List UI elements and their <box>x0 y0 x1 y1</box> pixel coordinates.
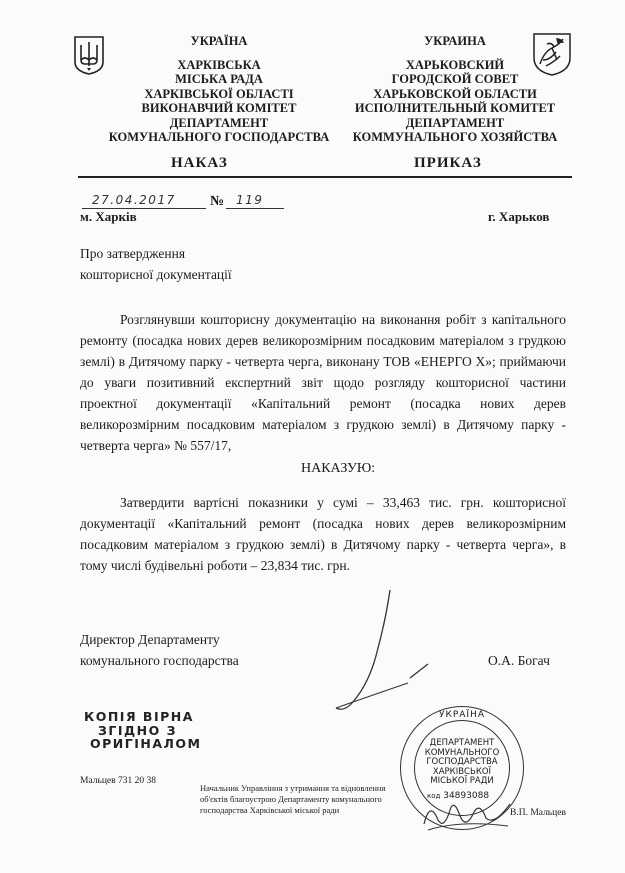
signer-position-line: Директор Департаменту <box>80 632 220 647</box>
subject-line: Про затвердження <box>80 246 186 261</box>
left-header-line: ХАРКІВСЬКОЇ ОБЛАСТІ <box>144 86 294 101</box>
round-stamp-top: УКРАЇНА <box>438 710 486 720</box>
round-stamp-code-value: 34893088 <box>443 791 490 801</box>
order-paragraph: Затвердити вартісні показники у сумі – 33,463 тис. грн. кошторисної документації «Капітальний ремонт (посадка нових дерев великорозмірним посадковим матеріалом з грудкою землі) в Дитячому парку - четверта черга», в тому числі будівельні роботи – 23,834 тис. грн. <box>80 495 566 573</box>
doc-type-ru: ПРИКАЗ <box>414 155 482 171</box>
signer-name: О.А. Богач <box>488 653 550 668</box>
round-stamp-line: ХАРКІВСЬКОЇ <box>432 766 492 777</box>
city-ua: м. Харків <box>80 209 137 224</box>
right-header-line: ИСПОЛНИТЕЛЬНЫЙ КОМИТЕТ <box>354 101 556 115</box>
city-ru: г. Харьков <box>488 209 550 224</box>
right-header-line: ДЕПАРТАМЕНТ <box>405 115 505 130</box>
right-header <box>352 34 558 145</box>
subject-line: кошторисної документації <box>80 267 232 282</box>
number-underline <box>226 208 284 209</box>
left-country: УКРАЇНА <box>190 34 248 48</box>
order-number: 119 <box>236 193 264 207</box>
round-stamp-center <box>401 739 523 787</box>
copy-stamp-line: КОПІЯ ВІРНА <box>84 709 194 724</box>
subject <box>80 243 232 285</box>
left-header-line: МІСЬКА РАДА <box>175 72 263 86</box>
right-country: УКРАИНА <box>424 34 486 48</box>
right-header-line: КОММУНАЛЬНОГО ХОЗЯЙСТВА <box>352 130 558 144</box>
order-date: 27.04.2017 <box>92 193 176 207</box>
copy-stamp-line: ОРИГІНАЛОМ <box>90 736 202 751</box>
left-header-line: ДЕПАРТАМЕНТ <box>169 115 269 130</box>
round-stamp-line: КОМУНАЛЬНОГО <box>424 747 500 758</box>
header-rule <box>78 176 572 178</box>
certifier-signature-graphic <box>420 790 516 836</box>
right-header-line: ХАРЬКОВСКОЙ ОБЛАСТИ <box>373 86 537 101</box>
certifier-name: В.П. Мальцев <box>510 808 566 818</box>
signer-position-line: комунального господарства <box>80 653 239 668</box>
left-header-line: КОМУНАЛЬНОГО ГОСПОДАРСТВА <box>108 130 330 144</box>
signer-position <box>80 629 239 671</box>
executor-phone: Мальцев 731 20 38 <box>80 776 156 786</box>
order-word: НАКАЗУЮ: <box>301 461 376 476</box>
doc-type-ua: НАКАЗ <box>171 155 228 171</box>
round-stamp-code-label: код <box>427 792 441 800</box>
copy-true-stamp <box>84 710 201 751</box>
certifier-position <box>200 783 385 816</box>
right-header-line: ХАРЬКОВСКИЙ <box>405 57 505 72</box>
number-sign: № <box>210 194 225 209</box>
round-stamp-line: ДЕПАРТАМЕНТ <box>429 738 495 748</box>
certifier-line: Начальник Управління з утримання та відновлення <box>200 783 386 793</box>
left-header <box>90 34 348 145</box>
right-header-line: ГОРОДСКОЙ СОВЕТ <box>391 72 519 86</box>
round-stamp-line: ГОСПОДАРСТВА <box>426 757 498 767</box>
left-header-line: ХАРКІВСЬКА <box>177 57 261 72</box>
director-signature-graphic <box>330 588 450 718</box>
preamble-paragraph: Розглянувши кошторисну документацію на виконання робіт з капітального ремонту (посадка нових дерев великорозмірним посадковим матеріалом з грудкою землі) в Дитячому парку - четверта черга, виконану ТОВ «ЕНЕРГО Х»; приймаючи до уваги позитивний експертний звіт щодо розгляду кошторисної частини проектної документації «Капітальний ремонт (посадка нових дерев великорозмірним посадковим матеріалом з грудкою землі) в Дитячому парку - четверта черга» № 557/17, <box>80 312 566 453</box>
certifier-line: господарства Харківської міської ради <box>200 805 340 815</box>
left-header-line: ВИКОНАВЧИЙ КОМІТЕТ <box>141 101 297 115</box>
copy-stamp-line: ЗГІДНО З <box>98 722 177 738</box>
round-stamp-line: МІСЬКОЇ РАДИ <box>430 776 494 786</box>
certifier-line: об'єктів благоустрою Департаменту комунального <box>200 794 382 804</box>
